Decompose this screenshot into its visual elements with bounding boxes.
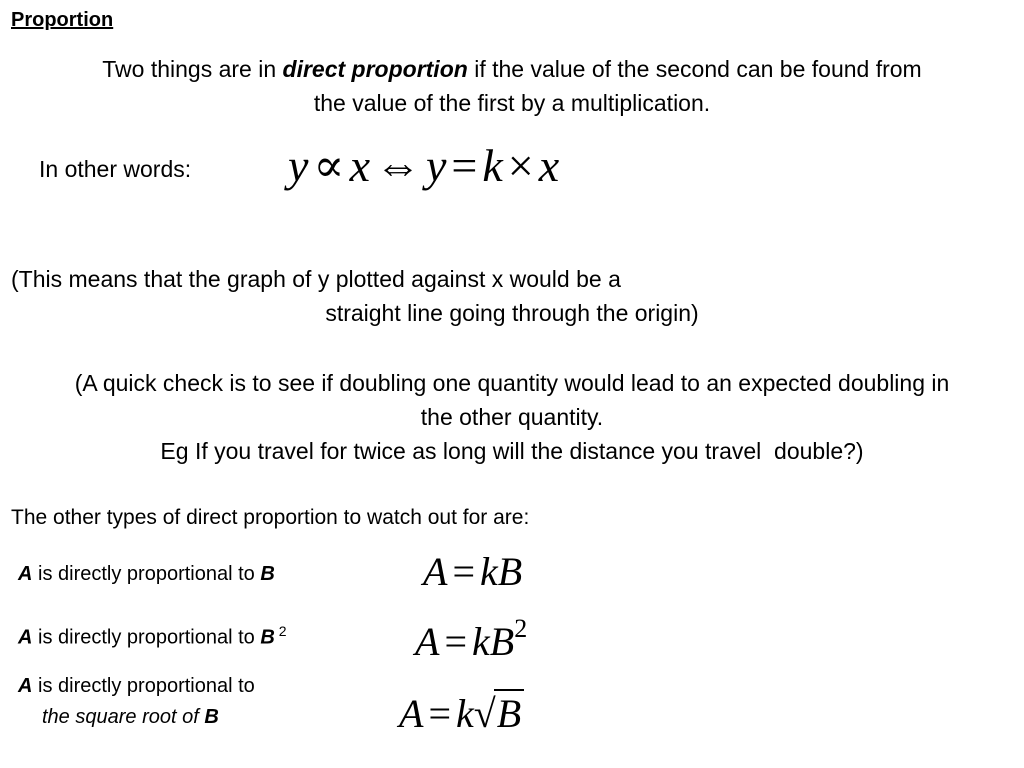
item-b: B — [260, 563, 275, 585]
graph-note-line-2: straight line going through the origin) — [325, 300, 699, 326]
item-a: A — [18, 675, 33, 697]
item-text: is directly proportional to — [32, 563, 261, 585]
formula-squared — [415, 614, 527, 665]
formula-lhs: A — [423, 549, 448, 594]
item-b: B — [260, 626, 275, 649]
formula-x-2: x — [538, 140, 560, 191]
list-item-continuation — [42, 706, 219, 729]
square-root-symbol: √ — [473, 691, 496, 736]
formula-k: k — [456, 691, 474, 736]
item-text: is directly proportional to — [32, 675, 255, 697]
item-text: the square root of — [42, 706, 205, 728]
check-note-line-2: the other quantity. — [420, 404, 604, 430]
page-title: Proportion — [11, 9, 114, 31]
formula-x: x — [349, 140, 370, 191]
formula-square-root — [399, 690, 524, 737]
item-a: A — [18, 563, 33, 585]
formula-k: k — [482, 140, 503, 191]
check-note-line-1: (A quick check is to see if doubling one quantity would lead to an expected doubling in — [74, 370, 950, 396]
formula-exponent: 2 — [514, 614, 528, 643]
definition-line-1 — [0, 52, 1024, 86]
item-superscript: 2 — [278, 623, 287, 639]
formula-y: y — [288, 140, 309, 191]
item-a: A — [18, 626, 33, 649]
check-note — [0, 366, 1024, 468]
graph-note-line-1: (This means that the graph of y plotted against x would be a — [11, 266, 621, 292]
list-item — [18, 563, 275, 586]
item-text: is directly proportional to — [32, 626, 261, 649]
formula-linear — [423, 548, 522, 595]
other-types-heading: The other types of direct proportion to watch out for are: — [11, 506, 530, 529]
iff-arrow-symbol: ⇔ — [374, 140, 421, 191]
in-other-words-label: In other words: — [39, 156, 192, 182]
formula-rhs: kB — [480, 549, 523, 594]
formula-radicand: B — [494, 689, 524, 736]
equals-symbol: = — [428, 691, 451, 736]
proportional-symbol: ∝ — [313, 140, 345, 191]
main-formula — [288, 138, 559, 192]
definition-text-after: if the value of the second can be found from — [467, 56, 922, 82]
formula-rhs: kB — [472, 619, 515, 664]
list-item — [18, 623, 287, 650]
definition-line-2: the value of the first by a multiplication. — [313, 90, 711, 116]
formula-y-2: y — [425, 140, 447, 191]
check-note-line-3: Eg If you travel for twice as long will the distance you travel double?) — [160, 438, 864, 464]
formula-lhs: A — [415, 619, 440, 664]
equals-symbol: = — [451, 140, 478, 191]
equals-symbol: = — [444, 619, 467, 664]
definition-text-before: Two things are in — [102, 56, 283, 82]
list-item — [18, 675, 255, 698]
formula-lhs: A — [399, 691, 424, 736]
definition-emphasis: direct proportion — [282, 56, 468, 82]
definition-paragraph — [0, 52, 1024, 120]
times-symbol: × — [507, 140, 534, 191]
item-b: B — [204, 706, 219, 728]
equals-symbol: = — [452, 549, 475, 594]
